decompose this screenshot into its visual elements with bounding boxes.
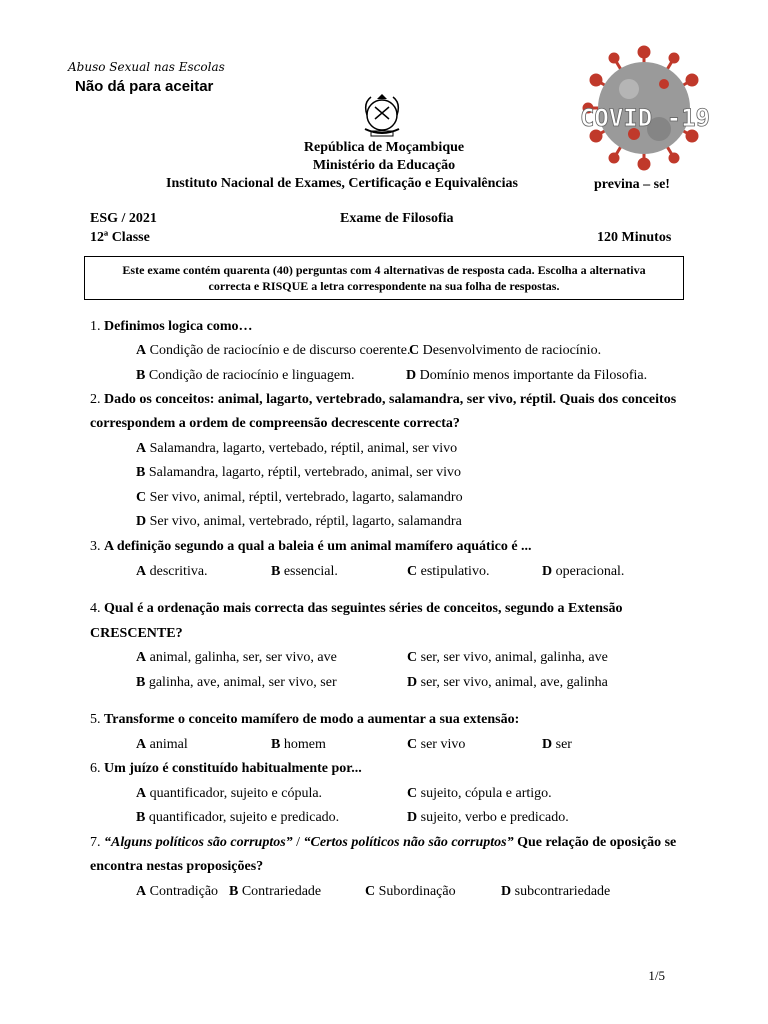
- question-number: 5.: [90, 712, 101, 727]
- question-5-option-d[interactable]: D ser: [542, 737, 572, 752]
- question-7-option-b[interactable]: B Contrariedade: [229, 884, 322, 899]
- question-2: [90, 392, 676, 408]
- question-5-option-b[interactable]: B homem: [271, 737, 326, 752]
- question-6-option-c[interactable]: C sujeito, cópula e artigo.: [407, 786, 552, 801]
- question-6-option-b[interactable]: B quantificador, sujeito e predicado.: [136, 810, 340, 825]
- quote-1: “Alguns políticos são corruptos”: [104, 835, 293, 850]
- question-text: Definimos logica como…: [104, 319, 253, 334]
- covid-label: COVID -19: [579, 104, 710, 132]
- question-5-option-a[interactable]: A animal: [136, 737, 188, 752]
- tagline: Abuso Sexual nas Escolas: [68, 60, 225, 74]
- instructions-line-2: correcta e RISQUE a letra correspondente na sua folha de respostas.: [208, 279, 560, 293]
- question-text: A definição segundo a qual a baleia é um animal mamífero aquático é ...: [104, 539, 532, 554]
- question-1-option-b[interactable]: B Condição de raciocínio e linguagem.: [136, 368, 355, 383]
- prevention-text: previna – se!: [594, 177, 670, 192]
- question-5-option-c[interactable]: C ser vivo: [407, 737, 466, 752]
- question-text: Um juízo é constituído habitualmente por...: [104, 761, 362, 776]
- question-3-option-d[interactable]: D operacional.: [542, 564, 625, 579]
- question-6: [90, 761, 362, 777]
- question-3-option-c[interactable]: C estipulativo.: [407, 564, 490, 579]
- question-number: 2.: [90, 392, 101, 407]
- slogan: Não dá para aceitar: [75, 78, 214, 95]
- question-text: Que relação de oposição se: [513, 835, 677, 850]
- exam-title: Exame de Filosofia: [340, 211, 454, 226]
- question-number: 6.: [90, 761, 101, 776]
- question-1-option-a[interactable]: A Condição de raciocínio e de discurso coerente.: [136, 343, 411, 358]
- exam-code: ESG / 2021: [90, 211, 157, 226]
- question-number: 7.: [90, 835, 101, 850]
- question-1-option-d[interactable]: D Domínio menos importante da Filosofia.: [406, 368, 648, 383]
- institute-heading: Instituto Nacional de Exames, Certificação e Equivalências: [166, 176, 518, 191]
- question-7-option-a[interactable]: A Contradição: [136, 884, 219, 899]
- exam-duration: 120 Minutos: [597, 230, 672, 245]
- instructions-box: [84, 256, 684, 300]
- question-6-option-d[interactable]: D sujeito, verbo e predicado.: [407, 810, 569, 825]
- question-number: 3.: [90, 539, 101, 554]
- question-text: Qual é a ordenação mais correcta das seguintes séries de conceitos, segundo a Extensão: [104, 601, 623, 616]
- quote-2: “Certos políticos não são corruptos”: [303, 835, 514, 850]
- republic-heading: República de Moçambique: [303, 140, 465, 155]
- ministry-heading: Ministério da Educação: [312, 158, 456, 173]
- question-text: Transforme o conceito mamífero de modo a aumentar a sua extensão:: [104, 712, 520, 727]
- question-7-option-d[interactable]: D subcontrariedade: [501, 884, 611, 899]
- question-2-option-d[interactable]: D Ser vivo, animal, vertebrado, réptil, lagarto, salamandra: [136, 514, 462, 529]
- question-3-option-b[interactable]: B essencial.: [271, 564, 338, 579]
- question-4: [90, 601, 622, 617]
- question-4-option-a[interactable]: A animal, galinha, ser, ser vivo, ave: [136, 650, 337, 665]
- question-4-option-c[interactable]: C ser, ser vivo, animal, galinha, ave: [407, 650, 608, 665]
- question-1-option-c[interactable]: C Desenvolvimento de raciocínio.: [409, 343, 602, 358]
- question-7-continued: encontra nestas proposições?: [90, 859, 264, 874]
- question-text: Dado os conceitos: animal, lagarto, vertebrado, salamandra, ser vivo, réptil. Quais dos conceitos: [104, 392, 677, 407]
- question-2-option-a[interactable]: A Salamandra, lagarto, vertebado, réptil, animal, ser vivo: [136, 441, 458, 456]
- exam-grade: 12ª Classe: [90, 230, 150, 245]
- question-4-continued: CRESCENTE?: [90, 626, 183, 641]
- instructions-line-1: Este exame contém quarenta (40) perguntas com 4 alternativas de resposta cada. Escolha a alternativa: [122, 263, 646, 277]
- question-3-option-a[interactable]: A descritiva.: [136, 564, 208, 579]
- question-7-option-c[interactable]: C Subordinação: [365, 884, 456, 899]
- page-number: 1/5: [648, 968, 665, 983]
- question-6-option-a[interactable]: A quantificador, sujeito e cópula.: [136, 786, 323, 801]
- coat-of-arms-icon: [357, 93, 407, 141]
- question-5: [90, 712, 519, 728]
- question-number: 4.: [90, 601, 101, 616]
- question-2-option-b[interactable]: B Salamandra, lagarto, réptil, vertebrado, animal, ser vivo: [136, 465, 462, 480]
- question-1: [90, 319, 253, 335]
- question-2-continued: correspondem a ordem de compreensão decrescente correcta?: [90, 416, 460, 431]
- question-3: [90, 539, 532, 555]
- question-number: 1.: [90, 319, 101, 334]
- question-4-option-b[interactable]: B galinha, ave, animal, ser vivo, ser: [136, 675, 337, 690]
- question-4-option-d[interactable]: D ser, ser vivo, animal, ave, galinha: [407, 675, 608, 690]
- question-2-option-c[interactable]: C Ser vivo, animal, réptil, vertebrado, lagarto, salamandro: [136, 490, 463, 505]
- question-7: 7. “Alguns políticos são corruptos” / “Certos políticos não são corruptos” Que relação de oposição se: [90, 835, 677, 850]
